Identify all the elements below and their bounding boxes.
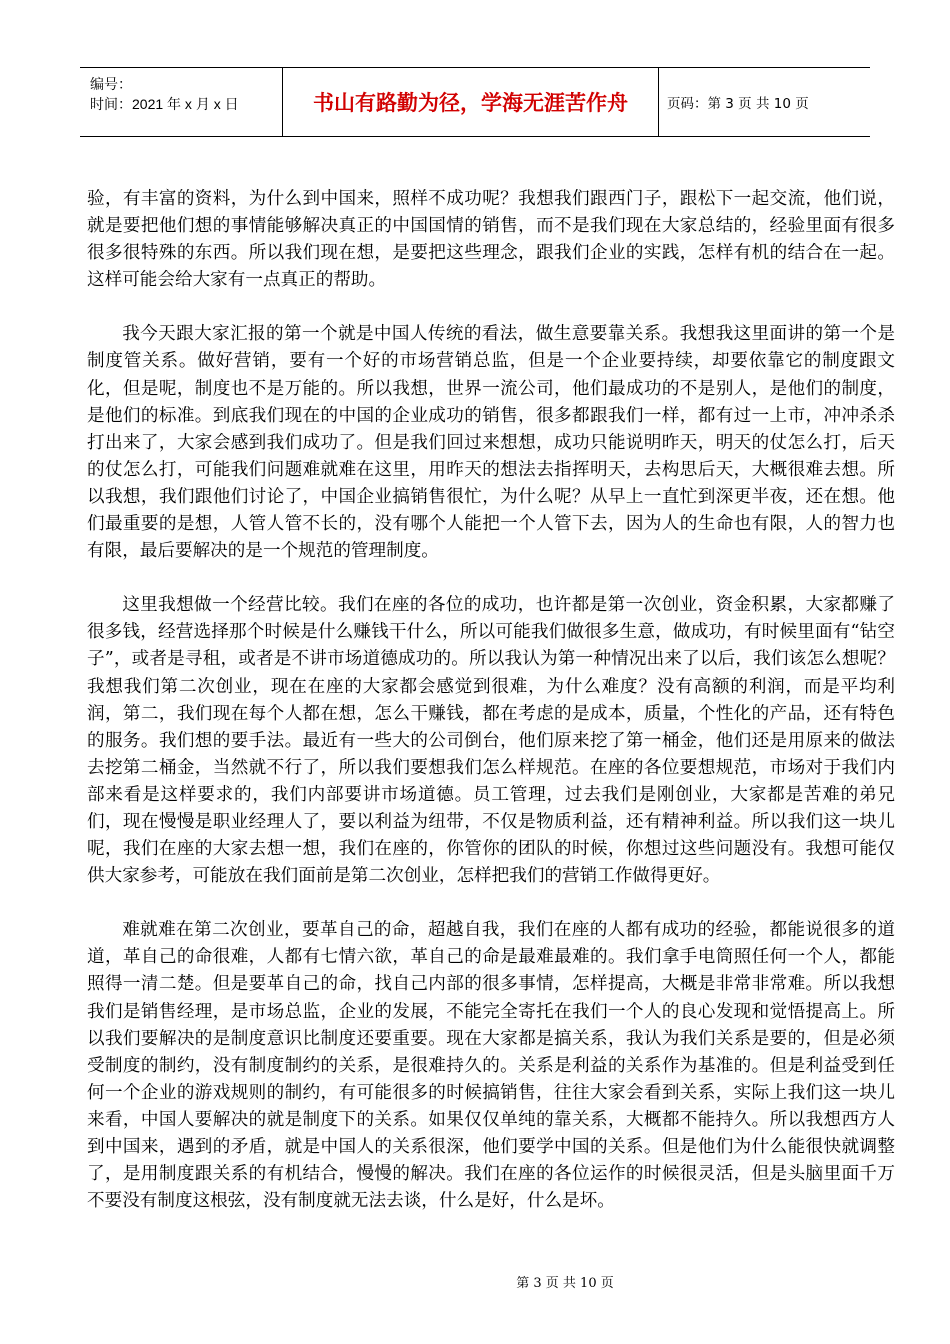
paragraph-4: 难就难在第二次创业，要革自己的命，超越自我，我们在座的人都有成功的经验，都能说很多的道道，革自己的命很难，人都有七情六欲，革自己的命是最难最难的。我们拿手电筒照任何一个人，都能照得一清二楚。但是要革自己的命，找自己内部的很多事情，怎样提高，大概是非常非常难。所以我想我们是销售经理，是市场总监，企业的发展，不能完全寄托在我们一个人的良心发现和觉悟提高上。所以我们要解决的是制度意识比制度还要重要。现在大家都是搞关系，我认为我们关系是要的，但是必须受制度的制约，没有制度制约的关系，是很难持久的。关系是利益的关系作为基准的。但是利益受到任何一个企业的游戏规则的制约，有可能很多的时候搞销售，往往大家会看到关系，实际上我们这一块儿来看，中国人要解决的就是制度下的关系。如果仅仅单纯的靠关系，大概都不能持久。所以我想西方人到中国来，遇到的矛盾，就是中国人的关系很深，他们要学中国的关系。但是他们为什么能很快就调整了，是用制度跟关系的有机结合，慢慢的解决。我们在座的各位运作的时候很灵活，但是头脑里面千万不要没有制度这根弦，没有制度就无法去谈，什么是好，什么是坏。 xyxy=(87,920,895,1212)
page-info: 页码：第 3 页 共 10 页 xyxy=(667,96,809,112)
footer-page-number: 第 3 页 共 10 页 xyxy=(516,1276,614,1291)
paragraph-2: 我今天跟大家汇报的第一个就是中国人传统的看法，做生意要靠关系。我想我这里面讲的第一个是制度管关系。做好营销，要有一个好的市场营销总监，但是一个企业要持续，却要依靠它的制度跟文化，但是呢，制度也不是万能的。所以我想，世界一流公司，他们最成功的不是别人，是他们的制度，是他们的标准。到底我们现在的中国的企业成功的销售，很多都跟我们一样，都有过一上市，冲冲杀杀打出来了，大家会感到我们成功了。但是我们回过来想想，成功只能说明昨天，明天的仗怎么打，后天的仗怎么打，可能我们问题难就难在这里，用昨天的想法去指挥明天，去构思后天，大概很难去想。所以我想，我们跟他们讨论了，中国企业搞销售很忙，为什么呢？从早上一直忙到深更半夜，还在想。他们最重要的是想，人管人管不长的，没有哪个人能把一个人管下去，因为人的生命也有限，人的智力也有限，最后要解决的是一个规范的管理制度。 xyxy=(87,324,895,562)
paragraph-3: 这里我想做一个经营比较。我们在座的各位的成功，也许都是第一次创业，资金积累，大家都赚了很多钱，经营选择那个时候是什么赚钱干什么，所以可能我们做很多生意，做成功，有时候里面有“钻空子”，或者是寻租，或者是不讲市场道德成功的。所以我认为第一种情况出来了以后，我们该怎么想呢？我想我们第二次创业，现在在座的大家都会感觉到很难，为什么难度？没有高额的利润，而是平均利润，第二，我们现在每个人都在想，怎么干赚钱，都在考虑的是成本，质量，个性化的产品，还有特色的服务。我们想的要手法。最近有一些大的公司倒台，他们原来挖了第一桶金，他们还是用原来的做法去挖第二桶金，当然就不行了，所以我们要想我们怎么样规范。在座的各位要想规范，市场对于我们内部来看是这样要求的，我们内部要讲市场道德。员工管理，过去我们是刚创业，大家都是苦难的弟兄们，现在慢慢是职业经理人了，要以利益为纽带，不仅是物质利益，还有精神利益。所以我们这一块儿呢，我们在座的大家去想一想，我们在座的，你管你的团队的时候，你想过这些问题没有。我想可能仅供大家参考，可能放在我们面前是第二次创业，怎样把我们的营销工作做得更好。 xyxy=(87,595,895,887)
number-label: 编号： xyxy=(90,76,132,92)
document-body xyxy=(87,186,895,1242)
page-footer xyxy=(0,1272,950,1291)
header-table xyxy=(80,67,870,137)
paragraph-1: 验，有丰富的资料，为什么到中国来，照样不成功呢？我想我们跟西门子，跟松下一起交流，他们说，就是要把他们想的事情能够解决真正的中国国情的销售，而不是我们现在大家总结的，经验里面有很多很多很特殊的东西。所以我们现在想，是要把这些理念，跟我们企业的实践，怎样有机的结合在一起。这样可能会给大家有一点真正的帮助。 xyxy=(87,189,895,291)
header-left-cell xyxy=(80,68,283,136)
time-label: 时间：2021 年 x 月 x 日 xyxy=(90,96,239,112)
motto-title: 书山有路勤为径，学海无涯苦作舟 xyxy=(283,68,659,136)
